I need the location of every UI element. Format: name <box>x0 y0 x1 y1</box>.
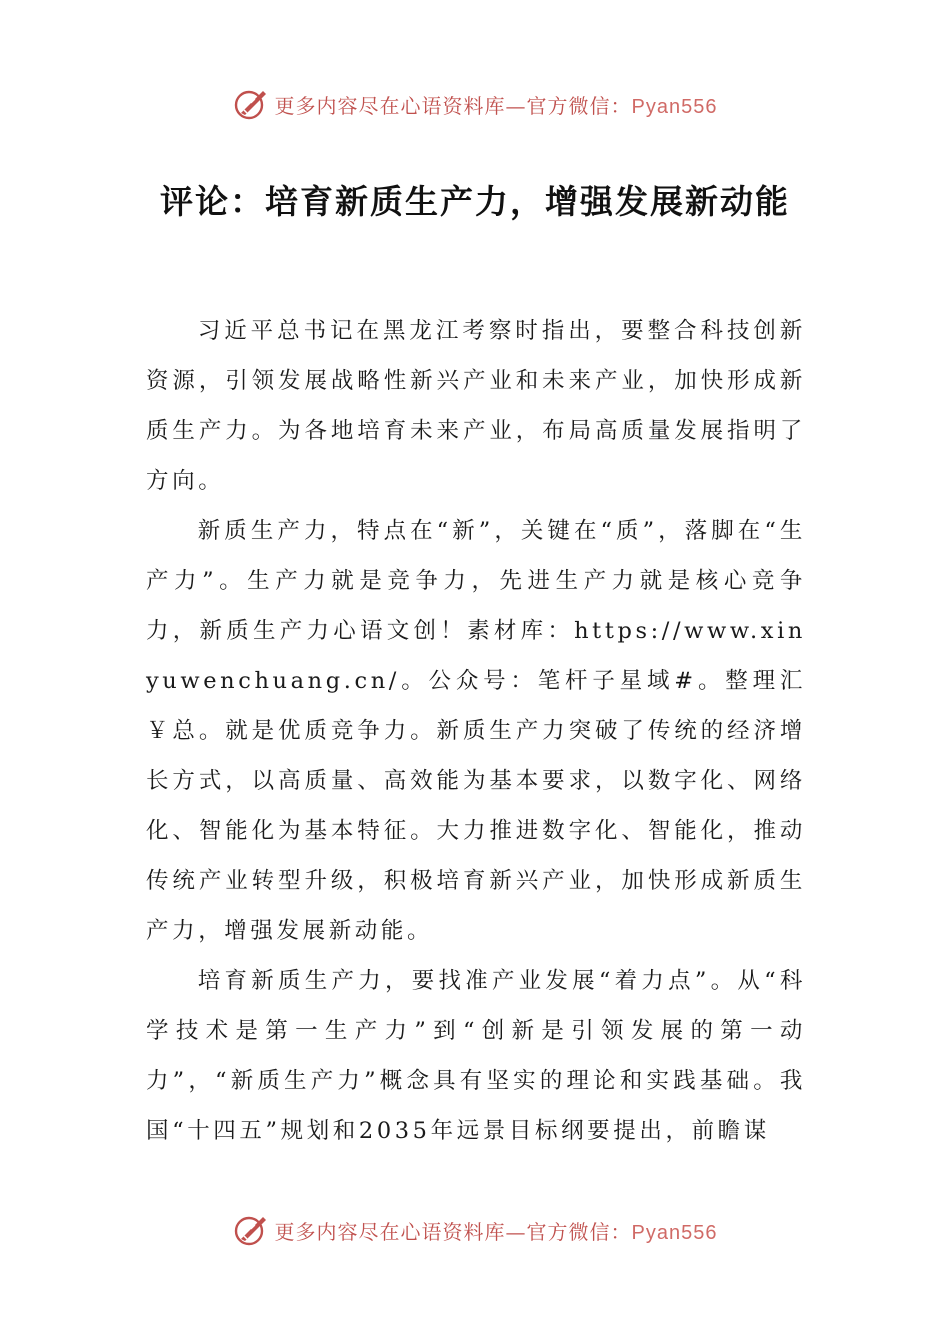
banner-slogan: 更多内容尽在心语资料库—官方微信： <box>274 1219 632 1244</box>
quill-pen-logo-icon <box>233 1212 269 1248</box>
article-body <box>146 306 806 1156</box>
banner-wechat-id: Pyan556 <box>631 95 718 118</box>
paragraph-1: 习近平总书记在黑龙江考察时指出，要整合科技创新资源，引领发展战略性新兴产业和未来产业，加快形成新质生产力。为各地培育未来产业，布局高质量发展指明了方向。 <box>146 318 806 494</box>
banner-wechat-id: Pyan556 <box>631 1221 718 1244</box>
banner-text <box>275 90 718 119</box>
footer-banner <box>0 1210 950 1250</box>
banner-text <box>275 1216 718 1245</box>
paragraph-3: 培育新质生产力，要找准产业发展“着力点”。从“科学技术是第一生产力”到“创新是引领发展的第一动力”，“新质生产力”概念具有坚实的理论和实践基础。我国“十四五”规划和2035年远景目标纲要提出，前瞻谋 <box>146 968 806 1144</box>
paragraph-2: 新质生产力，特点在“新”，关键在“质”，落脚在“生产力”。生产力就是竞争力，先进生产力就是核心竞争力，新质生产力心语文创！素材库：https://www.xinyuwenchuang.cn/。公众号：笔杆子星域#。整理汇￥总。就是优质竞争力。新质生产力突破了传统的经济增长方式，以高质量、高效能为基本要求，以数字化、网络化、智能化为基本特征。大力推进数字化、智能化，推动传统产业转型升级，积极培育新兴产业，加快形成新质生产力，增强发展新动能。 <box>146 518 806 944</box>
article-title: 评论：培育新质生产力，增强发展新动能 <box>160 182 790 221</box>
quill-pen-logo-icon <box>233 86 269 122</box>
header-banner <box>0 84 950 124</box>
banner-slogan: 更多内容尽在心语资料库—官方微信： <box>274 93 632 118</box>
